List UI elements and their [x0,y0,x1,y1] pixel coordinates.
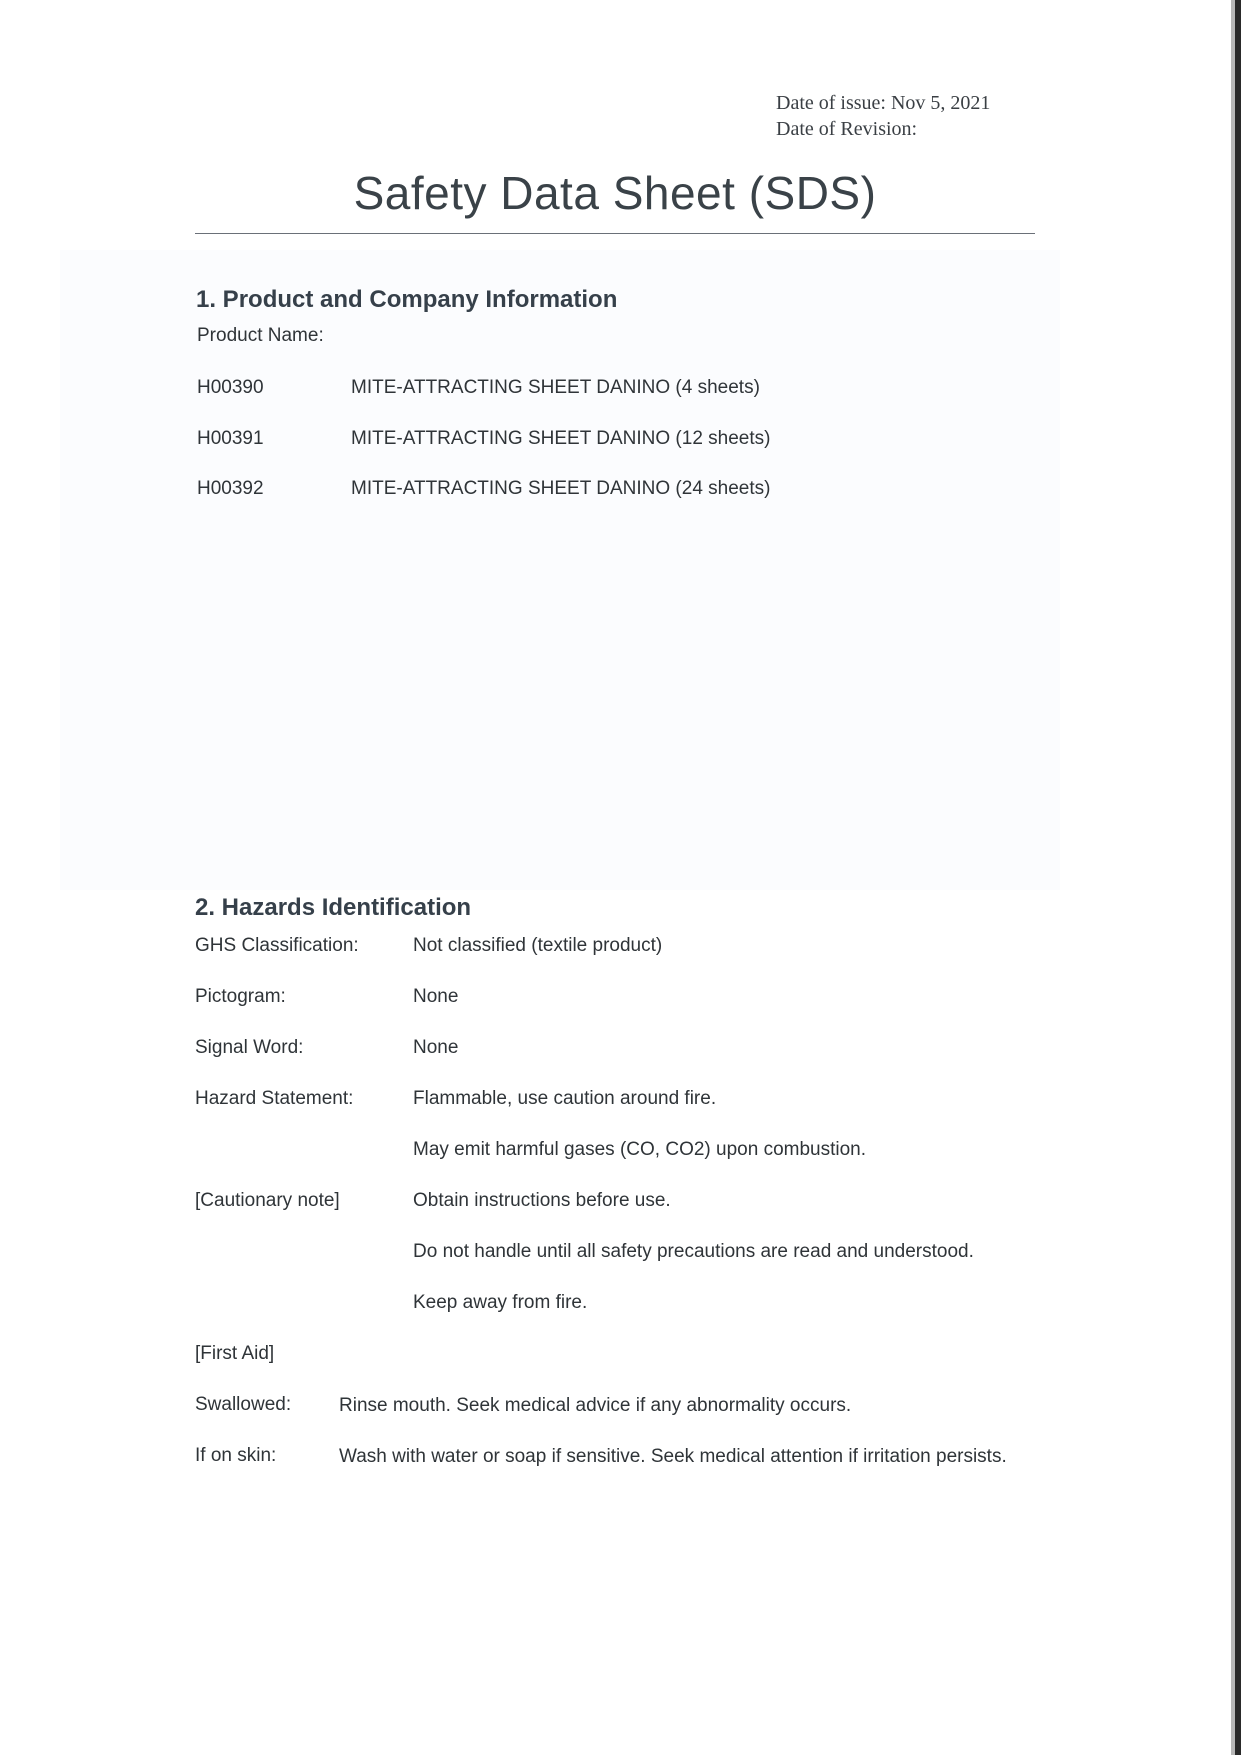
product-name-label: Product Name: [197,325,324,346]
first-aid-row-value: Rinse mouth. Seek medical advice if any abnormality occurs. [339,1395,852,1416]
first-aid-row-label: If on skin: [195,1445,277,1466]
product-code: H00392 [197,478,264,499]
product-code: H00391 [197,428,264,449]
title-divider [195,233,1035,234]
hazard-row-label: Signal Word: [195,1037,304,1058]
section1-heading: 1. Product and Company Information [196,286,618,313]
hazard-row-value: None [413,986,459,1007]
hazard-row-value: Not classified (textile product) [413,935,663,956]
product-name: MITE-ATTRACTING SHEET DANINO (12 sheets) [351,428,771,449]
issue-date-block [776,90,990,142]
hazard-row-label: Pictogram: [195,986,286,1007]
hazard-row-value: May emit harmful gases (CO, CO2) upon combustion. [413,1139,867,1160]
date-of-issue: Date of issue: Nov 5, 2021 [776,92,991,114]
hazard-row-value: None [413,1037,459,1058]
first-aid-row-value: Wash with water or soap if sensitive. Seek medical attention if irritation persists. [339,1446,1007,1467]
product-code: H00390 [197,377,264,398]
hazard-row-label: [Cautionary note] [195,1190,340,1211]
date-of-revision: Date of Revision: [776,118,918,140]
hazard-row-value: Flammable, use caution around fire. [413,1088,717,1109]
section2-heading: 2. Hazards Identification [195,894,472,921]
hazard-row-value: Do not handle until all safety precautions are read and understood. [413,1241,974,1262]
product-name: MITE-ATTRACTING SHEET DANINO (24 sheets) [351,478,771,499]
first-aid-row-label: Swallowed: [195,1394,292,1415]
hazard-row-value: Obtain instructions before use. [413,1190,671,1211]
page-title: Safety Data Sheet (SDS) [353,167,877,219]
hazard-row-label: Hazard Statement: [195,1088,354,1109]
scan-edge [1235,0,1241,1755]
hazard-row-label: GHS Classification: [195,935,359,956]
first-aid-label: [First Aid] [195,1343,275,1364]
product-name: MITE-ATTRACTING SHEET DANINO (4 sheets) [351,377,760,398]
hazard-row-value: Keep away from fire. [413,1292,588,1313]
